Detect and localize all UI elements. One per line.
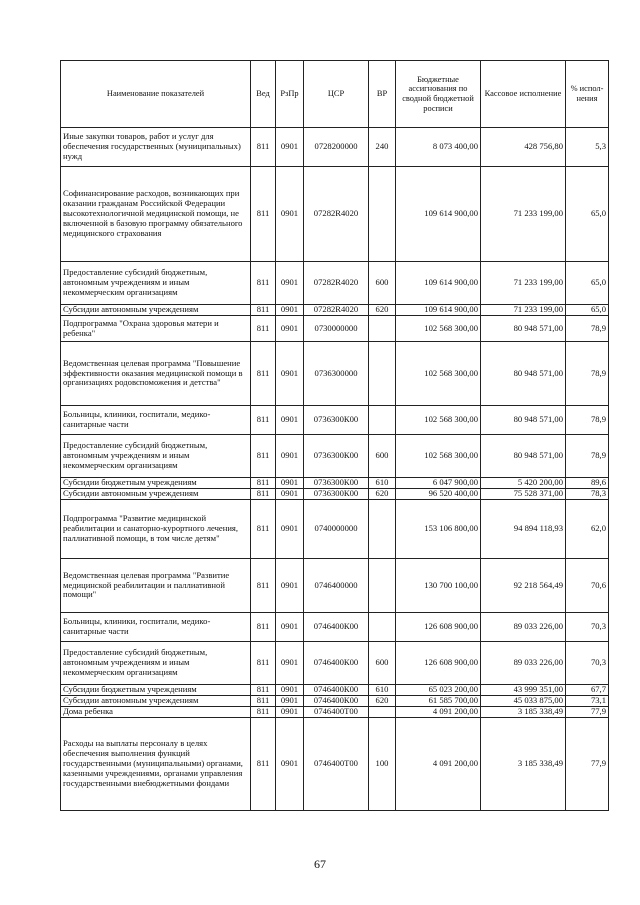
cell-pct: 89,6	[566, 478, 609, 489]
cell-name: Субсидии автономным учреждениям	[61, 489, 251, 500]
cell-ved: 811	[251, 696, 276, 707]
cell-cash: 43 999 351,00	[481, 685, 566, 696]
cell-name: Больницы, клиники, госпитали, медико-санитарные части	[61, 613, 251, 642]
cell-pct: 70,3	[566, 613, 609, 642]
cell-cash: 80 948 571,00	[481, 342, 566, 406]
cell-vr: 620	[369, 489, 396, 500]
cell-rzpr: 0901	[276, 707, 304, 718]
cell-pct: 78,9	[566, 435, 609, 478]
cell-name: Подпрограмма "Развитие медицинской реабилитации и санаторно-курортного лечения, паллиативной помощи, в том числе детям"	[61, 500, 251, 559]
cell-vr	[369, 500, 396, 559]
cell-cash: 89 033 226,00	[481, 642, 566, 685]
cell-budget: 102 568 300,00	[396, 435, 481, 478]
cell-cash: 71 233 199,00	[481, 305, 566, 316]
cell-pct: 5,3	[566, 128, 609, 167]
header-vr: ВР	[369, 61, 396, 128]
cell-budget: 65 023 200,00	[396, 685, 481, 696]
cell-vr	[369, 342, 396, 406]
cell-name: Софинансирование расходов, возникающих при оказании гражданам Российской Федерации высокотехнологичной медицинской помощи, не включенной в базовую программу обязательного медицинского страхования	[61, 167, 251, 262]
cell-rzpr: 0901	[276, 167, 304, 262]
table-header-row	[61, 61, 609, 128]
cell-rzpr: 0901	[276, 316, 304, 342]
cell-pct: 65,0	[566, 262, 609, 305]
cell-csr: 0746400К00	[304, 685, 369, 696]
header-name: Наименование показателей	[61, 61, 251, 128]
cell-csr: 0728200000	[304, 128, 369, 167]
table-row	[61, 707, 609, 718]
cell-rzpr: 0901	[276, 342, 304, 406]
cell-rzpr: 0901	[276, 685, 304, 696]
cell-name: Субсидии автономным учреждениям	[61, 696, 251, 707]
cell-ved: 811	[251, 167, 276, 262]
cell-csr: 0736300К00	[304, 478, 369, 489]
cell-vr: 610	[369, 685, 396, 696]
cell-budget: 109 614 900,00	[396, 167, 481, 262]
cell-csr: 07282R4020	[304, 262, 369, 305]
cell-pct: 78,9	[566, 406, 609, 435]
cell-ved: 811	[251, 305, 276, 316]
cell-pct: 73,1	[566, 696, 609, 707]
cell-vr	[369, 316, 396, 342]
header-budget: Бюджетные ассигнования по сводной бюджетной росписи	[396, 61, 481, 128]
cell-ved: 811	[251, 489, 276, 500]
header-pct: % испол-нения	[566, 61, 609, 128]
cell-name: Предоставление субсидий бюджетным, автономным учреждениям и иным некоммерческим организациям	[61, 262, 251, 305]
cell-pct: 65,0	[566, 305, 609, 316]
cell-csr: 0736300К00	[304, 435, 369, 478]
cell-vr: 610	[369, 478, 396, 489]
cell-cash: 5 420 200,00	[481, 478, 566, 489]
cell-ved: 811	[251, 342, 276, 406]
cell-ved: 811	[251, 642, 276, 685]
cell-csr: 0736300К00	[304, 489, 369, 500]
table-row	[61, 316, 609, 342]
cell-cash: 3 185 338,49	[481, 707, 566, 718]
cell-cash: 71 233 199,00	[481, 167, 566, 262]
cell-vr: 620	[369, 305, 396, 316]
cell-ved: 811	[251, 406, 276, 435]
cell-rzpr: 0901	[276, 305, 304, 316]
cell-budget: 130 700 100,00	[396, 559, 481, 613]
table-row	[61, 500, 609, 559]
cell-rzpr: 0901	[276, 559, 304, 613]
cell-vr: 600	[369, 642, 396, 685]
cell-vr	[369, 707, 396, 718]
cell-pct: 70,3	[566, 642, 609, 685]
cell-rzpr: 0901	[276, 613, 304, 642]
cell-budget: 126 608 900,00	[396, 613, 481, 642]
header-rzpr: РзПр	[276, 61, 304, 128]
table-row	[61, 342, 609, 406]
budget-execution-table	[60, 60, 609, 811]
cell-pct: 77,9	[566, 707, 609, 718]
cell-ved: 811	[251, 262, 276, 305]
cell-vr	[369, 613, 396, 642]
cell-rzpr: 0901	[276, 262, 304, 305]
cell-budget: 126 608 900,00	[396, 642, 481, 685]
table-row	[61, 613, 609, 642]
cell-pct: 65,0	[566, 167, 609, 262]
page-number: 67	[314, 857, 326, 871]
cell-ved: 811	[251, 500, 276, 559]
cell-csr: 0736300000	[304, 342, 369, 406]
cell-ved: 811	[251, 478, 276, 489]
cell-vr: 600	[369, 435, 396, 478]
cell-pct: 67,7	[566, 685, 609, 696]
cell-csr: 0746400000	[304, 559, 369, 613]
cell-name: Субсидии автономным учреждениям	[61, 305, 251, 316]
table-row	[61, 167, 609, 262]
table-row	[61, 685, 609, 696]
cell-rzpr: 0901	[276, 406, 304, 435]
cell-cash: 92 218 564,49	[481, 559, 566, 613]
cell-vr: 100	[369, 718, 396, 811]
cell-budget: 153 106 800,00	[396, 500, 481, 559]
cell-name: Предоставление субсидий бюджетным, автономным учреждениям и иным некоммерческим организациям	[61, 435, 251, 478]
cell-ved: 811	[251, 559, 276, 613]
cell-csr: 0730000000	[304, 316, 369, 342]
cell-pct: 78,9	[566, 342, 609, 406]
cell-cash: 45 033 875,00	[481, 696, 566, 707]
cell-cash: 428 756,80	[481, 128, 566, 167]
cell-pct: 78,3	[566, 489, 609, 500]
cell-cash: 94 894 118,93	[481, 500, 566, 559]
cell-ved: 811	[251, 316, 276, 342]
cell-pct: 77,9	[566, 718, 609, 811]
cell-rzpr: 0901	[276, 718, 304, 811]
cell-budget: 109 614 900,00	[396, 262, 481, 305]
cell-csr: 0746400К00	[304, 642, 369, 685]
cell-vr: 240	[369, 128, 396, 167]
cell-name: Предоставление субсидий бюджетным, автономным учреждениям и иным некоммерческим организациям	[61, 642, 251, 685]
cell-rzpr: 0901	[276, 128, 304, 167]
cell-cash: 80 948 571,00	[481, 316, 566, 342]
header-csr: ЦСР	[304, 61, 369, 128]
cell-name: Расходы на выплаты персоналу в целях обеспечения выполнения функций государственными (муниципальными) органами, казенными учреждениями, органами управления государственными внебюджетными фондами	[61, 718, 251, 811]
cell-name: Ведомственная целевая программа "Повышение эффективности оказания медицинской помощи в организациях родовспоможения и детства"	[61, 342, 251, 406]
table-row	[61, 435, 609, 478]
table-row	[61, 262, 609, 305]
table-row	[61, 305, 609, 316]
cell-budget: 102 568 300,00	[396, 342, 481, 406]
cell-rzpr: 0901	[276, 696, 304, 707]
cell-ved: 811	[251, 435, 276, 478]
cell-cash: 80 948 571,00	[481, 435, 566, 478]
cell-name: Иные закупки товаров, работ и услуг для обеспечения государственных (муниципальных) нужд	[61, 128, 251, 167]
cell-cash: 75 528 371,00	[481, 489, 566, 500]
table-row	[61, 559, 609, 613]
cell-rzpr: 0901	[276, 478, 304, 489]
cell-rzpr: 0901	[276, 500, 304, 559]
cell-csr: 0740000000	[304, 500, 369, 559]
header-ved: Вед	[251, 61, 276, 128]
cell-csr: 0746400К00	[304, 696, 369, 707]
cell-budget: 102 568 300,00	[396, 406, 481, 435]
cell-csr: 0746400К00	[304, 613, 369, 642]
cell-csr: 0746400Т00	[304, 707, 369, 718]
cell-vr: 620	[369, 696, 396, 707]
cell-csr: 07282R4020	[304, 167, 369, 262]
cell-vr	[369, 406, 396, 435]
cell-csr: 0736300К00	[304, 406, 369, 435]
header-cash: Кассовое исполнение	[481, 61, 566, 128]
cell-budget: 61 585 700,00	[396, 696, 481, 707]
cell-cash: 71 233 199,00	[481, 262, 566, 305]
cell-vr	[369, 559, 396, 613]
cell-rzpr: 0901	[276, 435, 304, 478]
cell-budget: 102 568 300,00	[396, 316, 481, 342]
cell-vr	[369, 167, 396, 262]
cell-cash: 89 033 226,00	[481, 613, 566, 642]
table-row	[61, 642, 609, 685]
table-row	[61, 406, 609, 435]
cell-budget: 6 047 900,00	[396, 478, 481, 489]
cell-ved: 811	[251, 707, 276, 718]
cell-csr: 0746400Т00	[304, 718, 369, 811]
cell-budget: 96 520 400,00	[396, 489, 481, 500]
cell-csr: 07282R4020	[304, 305, 369, 316]
cell-name: Субсидии бюджетным учреждениям	[61, 685, 251, 696]
cell-pct: 70,6	[566, 559, 609, 613]
cell-budget: 4 091 200,00	[396, 718, 481, 811]
cell-budget: 8 073 400,00	[396, 128, 481, 167]
table-row	[61, 128, 609, 167]
cell-budget: 4 091 200,00	[396, 707, 481, 718]
table-row	[61, 478, 609, 489]
cell-ved: 811	[251, 685, 276, 696]
cell-pct: 78,9	[566, 316, 609, 342]
cell-rzpr: 0901	[276, 642, 304, 685]
cell-pct: 62,0	[566, 500, 609, 559]
cell-name: Подпрограмма "Охрана здоровья матери и ребенка"	[61, 316, 251, 342]
cell-ved: 811	[251, 613, 276, 642]
cell-ved: 811	[251, 128, 276, 167]
table-row	[61, 489, 609, 500]
cell-budget: 109 614 900,00	[396, 305, 481, 316]
cell-cash: 80 948 571,00	[481, 406, 566, 435]
table-row	[61, 718, 609, 811]
cell-name: Ведомственная целевая программа "Развитие медицинской реабилитации и паллиативной помощи"	[61, 559, 251, 613]
table-row	[61, 696, 609, 707]
cell-vr: 600	[369, 262, 396, 305]
cell-name: Больницы, клиники, госпитали, медико-санитарные части	[61, 406, 251, 435]
cell-rzpr: 0901	[276, 489, 304, 500]
cell-cash: 3 185 338,49	[481, 718, 566, 811]
cell-ved: 811	[251, 718, 276, 811]
cell-name: Дома ребенка	[61, 707, 251, 718]
cell-name: Субсидии бюджетным учреждениям	[61, 478, 251, 489]
